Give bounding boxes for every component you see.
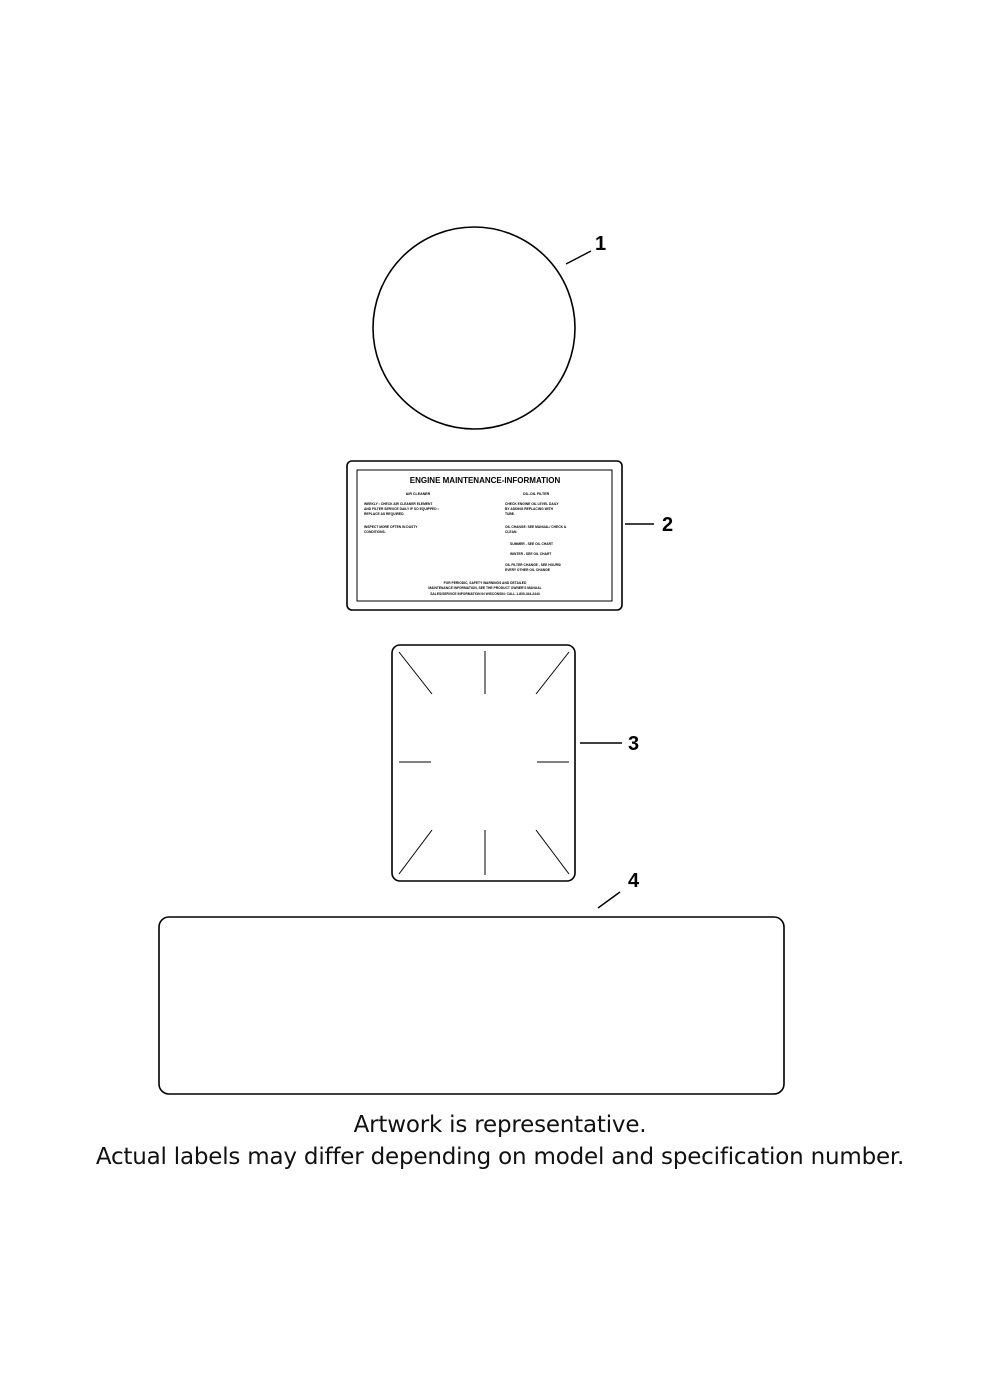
label-2-footer-line: MAINTENANCE INFORMATION, SEE THE PRODUCT OWNER'S MANUAL [428, 586, 542, 590]
label-2-left-line: REPLACE AS REQUIRED. [364, 512, 405, 516]
label-2-right-line: TUBE. [505, 512, 515, 516]
label-2-right-line: CLEAN. [505, 530, 518, 534]
label-4-rect [159, 917, 784, 1094]
label-3-frame [392, 645, 575, 881]
callout-2: 2 [662, 514, 674, 536]
label-2-right-line: OIL CHANGE: SEE MANUAL/ CHECK & [505, 525, 567, 529]
label-2-right-line: EVERY OTHER OIL CHANGE [505, 568, 551, 572]
label-2-right-line: BY ADDING REPLACING WITH [505, 507, 553, 511]
label-2-left-line: WEEKLY • CHECK AIR CLEANER ELEMENT [364, 502, 433, 506]
label-2-left-line: CONDITIONS. [364, 530, 386, 534]
label-2-right-header: OIL-OIL FILTER [522, 492, 550, 496]
label-2-left-header: AIR CLEANER [405, 492, 431, 496]
label-2-right-line: CHECK ENGINE OIL LEVEL DAILY [505, 502, 559, 506]
label-2-left-line: AND FILTER SERVICE DAILY IF SO EQUIPPED • [364, 507, 439, 511]
caption-line-2: Actual labels may differ depending on model and specification number. [95, 1144, 905, 1170]
callout-4: 4 [628, 870, 640, 892]
caption-line-1: Artwork is representative. [353, 1112, 647, 1138]
label-2-right-line: SUMMER - SEE OIL CHART [510, 542, 553, 546]
label-2-footer-line: FOR PERIODIC, SAFETY WARNINGS AND DETAILED [443, 581, 527, 585]
label-2-right-line: WINTER - SEE OIL CHART [510, 552, 552, 556]
label-2-left-line: INSPECT MORE OFTEN IN DUSTY [364, 525, 418, 529]
callout-3: 3 [628, 733, 640, 755]
label-1-circle [373, 227, 575, 429]
label-2-maintenance [347, 461, 622, 610]
label-2-right-line: OIL FILTER CHANGE - SEE HOURS/ [505, 563, 562, 567]
leader-line-1 [566, 251, 591, 264]
callout-1: 1 [595, 233, 607, 255]
label-2-footer-line: SALES/SERVICE INFORMATION IN WISCONSIN: CALL 1-800-344-2444 [430, 592, 540, 596]
label-2-title: ENGINE MAINTENANCE-INFORMATION [409, 476, 561, 485]
leader-line-4 [598, 892, 620, 908]
